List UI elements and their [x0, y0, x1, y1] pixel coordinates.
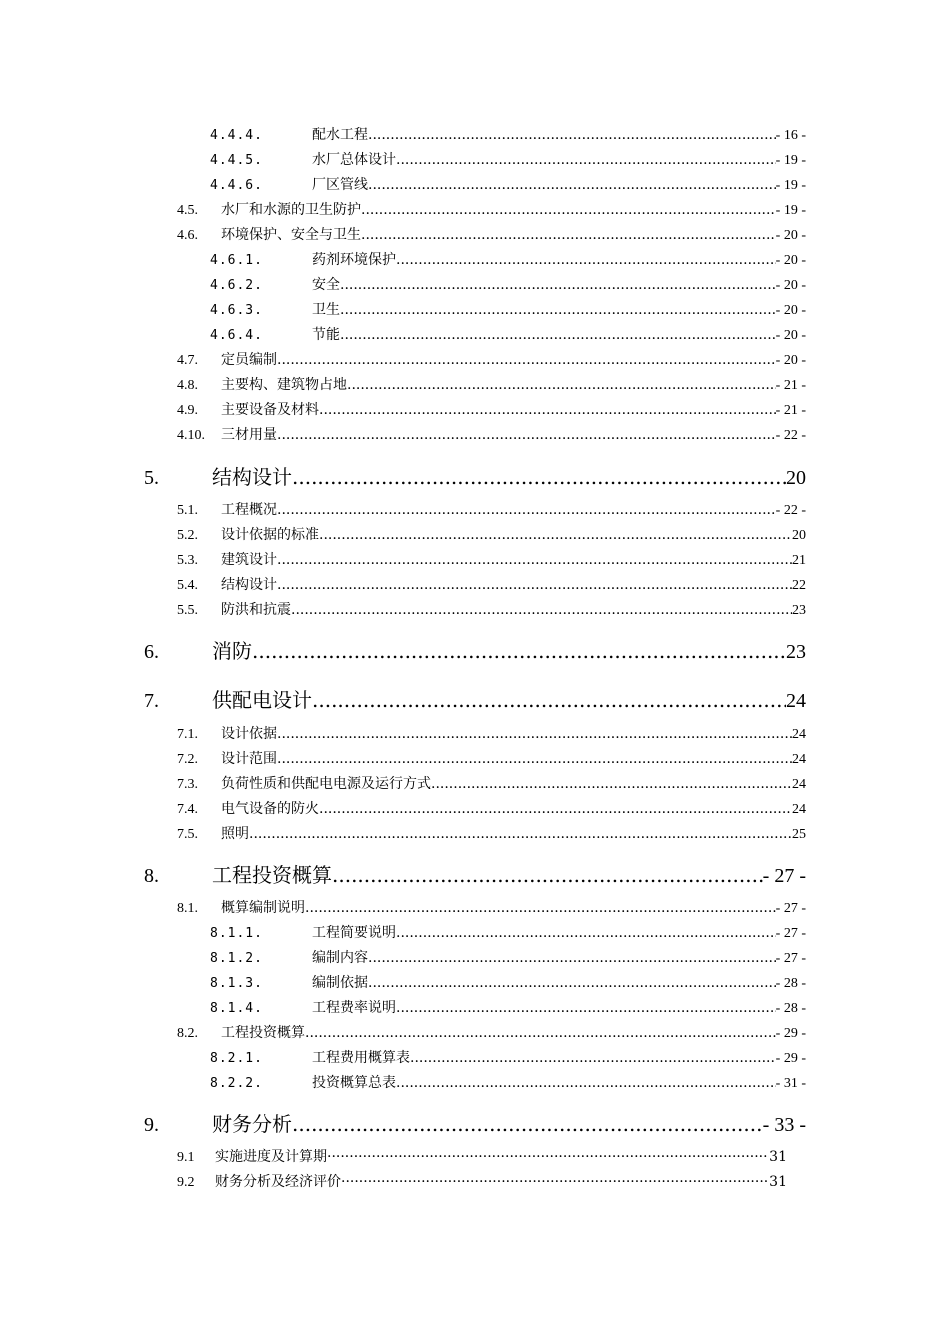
- toc-leader: [332, 863, 763, 887]
- toc-title: 工程投资概算: [212, 863, 332, 887]
- toc-entry-4-6-2[interactable]: [210, 274, 806, 299]
- toc-number: 8.2.2.: [210, 1076, 263, 1091]
- toc-title: 设计依据的标准: [221, 527, 319, 543]
- toc-entry-4-6[interactable]: [177, 224, 806, 249]
- toc-leader: [292, 1112, 763, 1136]
- toc-number: 4.6.3.: [210, 303, 263, 318]
- toc-page-number: - 27 -: [775, 901, 806, 916]
- toc-page-number: - 28 -: [775, 1001, 806, 1016]
- toc-page-number: - 29 -: [775, 1026, 806, 1041]
- toc-entry-8-2-2[interactable]: [210, 1072, 806, 1097]
- toc-page-number: - 22 -: [775, 428, 806, 443]
- toc-page-number: 24: [792, 802, 806, 817]
- toc-entry-7-2[interactable]: [177, 748, 806, 773]
- toc-entry-5-5[interactable]: [177, 599, 806, 624]
- toc-chapter-6[interactable]: [144, 635, 806, 669]
- toc-number: 8.1.3.: [210, 976, 263, 991]
- toc-page-number: - 19 -: [775, 203, 806, 218]
- toc-title: 设计范围: [221, 751, 277, 767]
- toc-number: 8.: [144, 865, 159, 887]
- toc-page-number: 24: [792, 752, 806, 767]
- toc-page-number: - 20 -: [775, 303, 806, 318]
- toc-title: 工程费用概算表: [312, 1050, 410, 1066]
- toc-number: 4.4.6.: [210, 178, 263, 193]
- toc-leader: [361, 202, 776, 218]
- toc-page-number: - 27 -: [762, 865, 806, 887]
- toc-leader: [431, 776, 792, 792]
- toc-number: 4.9.: [177, 403, 198, 418]
- toc-number: 4.4.4.: [210, 128, 263, 143]
- toc-title: 概算编制说明: [221, 900, 305, 916]
- toc-entry-5-2[interactable]: [177, 524, 806, 549]
- toc-title: 防洪和抗震: [221, 602, 291, 618]
- toc-page-number: - 31 -: [775, 1076, 806, 1091]
- toc-title: 三材用量: [221, 427, 277, 443]
- toc-chapter-8[interactable]: [144, 859, 806, 893]
- toc-page-number: - 19 -: [775, 153, 806, 168]
- toc-page-number: - 20 -: [775, 278, 806, 293]
- toc-number: 4.7.: [177, 353, 198, 368]
- toc-entry-9-1[interactable]: [177, 1146, 787, 1171]
- toc-leader: [291, 602, 792, 618]
- toc-entry-7-3[interactable]: [177, 773, 806, 798]
- toc-title: 主要构、建筑物占地: [221, 377, 347, 393]
- toc-number: 4.6.1.: [210, 253, 263, 268]
- toc-number: 5.3.: [177, 553, 198, 568]
- toc-title: 电气设备的防火: [221, 801, 319, 817]
- toc-title: 工程费率说明: [312, 1000, 396, 1016]
- toc-page-number: 24: [786, 690, 806, 712]
- toc-entry-8-2-1[interactable]: [210, 1047, 806, 1072]
- toc-title: 节能: [312, 327, 340, 343]
- toc-leader: [341, 1174, 769, 1190]
- toc-title: 投资概算总表: [312, 1075, 396, 1091]
- toc-page-number: - 27 -: [775, 926, 806, 941]
- toc-title: 工程概况: [221, 502, 277, 518]
- toc-title: 照明: [221, 826, 249, 842]
- toc-leader: [319, 527, 792, 543]
- toc-entry-4-9[interactable]: [177, 399, 806, 424]
- toc-title: 设计依据: [221, 726, 277, 742]
- toc-entry-8-1-4[interactable]: [210, 997, 806, 1022]
- toc-page-number: 31: [769, 1149, 787, 1165]
- toc-page-number: 23: [786, 641, 806, 663]
- toc-chapter-7[interactable]: [144, 684, 806, 718]
- toc-page-number: - 16 -: [775, 128, 806, 143]
- toc-page-number: 25: [792, 827, 806, 842]
- toc-page-number: - 20 -: [775, 353, 806, 368]
- toc-leader: [277, 577, 792, 593]
- toc-page-number: 22: [792, 578, 806, 593]
- toc-entry-4-6-1[interactable]: [210, 249, 806, 274]
- toc-title: 水厂和水源的卫生防护: [221, 202, 361, 218]
- toc-title: 实施进度及计算期: [215, 1149, 327, 1165]
- toc-title: 财务分析及经济评价: [215, 1174, 341, 1190]
- toc-title: 财务分析: [212, 1112, 292, 1136]
- toc-number: 4.4.5.: [210, 153, 263, 168]
- toc-leader: [396, 1000, 776, 1016]
- toc-page-number: 20: [792, 528, 806, 543]
- toc-leader: [305, 1025, 776, 1041]
- toc-number: 9.1: [177, 1150, 195, 1165]
- toc-leader: [312, 688, 786, 712]
- toc-title: 编制内容: [312, 950, 368, 966]
- toc-leader: [277, 427, 776, 443]
- toc-leader: [368, 950, 776, 966]
- toc-entry-7-4[interactable]: [177, 798, 806, 823]
- toc-leader: [277, 352, 776, 368]
- toc-leader: [396, 152, 776, 168]
- toc-title: 工程投资概算: [221, 1025, 305, 1041]
- toc-number: 4.10.: [177, 428, 205, 443]
- toc-number: 7.4.: [177, 802, 198, 817]
- toc-entry-9-2[interactable]: [177, 1171, 787, 1196]
- toc-leader: [252, 639, 786, 663]
- toc-leader: [368, 177, 776, 193]
- toc-number: 4.5.: [177, 203, 198, 218]
- toc-title: 水厂总体设计: [312, 152, 396, 168]
- toc-title: 厂区管线: [312, 177, 368, 193]
- toc-page-number: - 21 -: [775, 403, 806, 418]
- toc-page-number: 20: [786, 467, 806, 489]
- toc-leader: [340, 277, 776, 293]
- toc-entry-5-1[interactable]: [177, 499, 806, 524]
- toc-entry-4-4-4[interactable]: [210, 124, 806, 149]
- toc-number: 5.: [144, 467, 159, 489]
- toc-leader: [361, 227, 776, 243]
- toc-number: 9.: [144, 1114, 159, 1136]
- toc-leader: [277, 751, 792, 767]
- toc-title: 环境保护、安全与卫生: [221, 227, 361, 243]
- toc-number: 8.2.: [177, 1026, 198, 1041]
- toc-number: 8.1.1.: [210, 926, 263, 941]
- toc-entry-7-1[interactable]: [177, 723, 806, 748]
- toc-title: 安全: [312, 277, 340, 293]
- toc-entry-4-6-4[interactable]: [210, 324, 806, 349]
- toc-page-number: - 20 -: [775, 328, 806, 343]
- toc-number: 7.: [144, 690, 159, 712]
- toc-leader: [292, 465, 786, 489]
- toc-number: 7.3.: [177, 777, 198, 792]
- toc-page-number: 24: [792, 777, 806, 792]
- toc-title: 结构设计: [212, 465, 292, 489]
- toc-number: 8.2.1.: [210, 1051, 263, 1066]
- toc-page-number: 23: [792, 603, 806, 618]
- toc-number: 7.2.: [177, 752, 198, 767]
- toc-page-number: - 27 -: [775, 951, 806, 966]
- toc-number: 8.1.2.: [210, 951, 263, 966]
- toc-title: 配水工程: [312, 127, 368, 143]
- toc-leader: [396, 252, 776, 268]
- toc-leader: [319, 402, 776, 418]
- toc-title: 药剂环境保护: [312, 252, 396, 268]
- toc-entry-8-1-3[interactable]: [210, 972, 806, 997]
- toc-number: 7.5.: [177, 827, 198, 842]
- toc-title: 主要设备及材料: [221, 402, 319, 418]
- toc-entry-8-1-1[interactable]: [210, 922, 806, 947]
- toc-title: 工程简要说明: [312, 925, 396, 941]
- toc-page-number: - 19 -: [775, 178, 806, 193]
- toc-leader: [340, 302, 776, 318]
- toc-entry-4-8[interactable]: [177, 374, 806, 399]
- toc-entry-5-4[interactable]: [177, 574, 806, 599]
- toc-page-number: - 29 -: [775, 1051, 806, 1066]
- toc-number: 4.6.4.: [210, 328, 263, 343]
- toc-entry-5-3[interactable]: [177, 549, 806, 574]
- toc-number: 6.: [144, 641, 159, 663]
- toc-page-number: 21: [792, 553, 806, 568]
- toc-number: 4.6.2.: [210, 278, 263, 293]
- toc-title: 消防: [212, 639, 252, 663]
- toc-leader: [410, 1050, 776, 1066]
- toc-leader: [277, 726, 792, 742]
- toc-title: 负荷性质和供配电电源及运行方式: [221, 776, 431, 792]
- toc-number: 8.1.: [177, 901, 198, 916]
- toc-number: 8.1.4.: [210, 1001, 263, 1016]
- toc-number: 5.1.: [177, 503, 198, 518]
- toc-entry-4-6-3[interactable]: [210, 299, 806, 324]
- toc-leader: [368, 127, 776, 143]
- toc-number: 4.8.: [177, 378, 198, 393]
- toc-number: 5.2.: [177, 528, 198, 543]
- toc-leader: [277, 502, 776, 518]
- toc-chapter-9[interactable]: [144, 1108, 806, 1142]
- toc-entry-4-4-6[interactable]: [210, 174, 806, 199]
- toc-page-number: - 28 -: [775, 976, 806, 991]
- toc-page-number: - 20 -: [775, 253, 806, 268]
- toc-page-number: 24: [792, 727, 806, 742]
- toc-page-number: - 33 -: [762, 1114, 806, 1136]
- toc-title: 供配电设计: [212, 688, 312, 712]
- toc-chapter-5[interactable]: [144, 461, 806, 495]
- toc-entry-8-1[interactable]: [177, 897, 806, 922]
- toc-page-number: 31: [769, 1174, 787, 1190]
- toc-leader: [368, 975, 776, 991]
- toc-number: 4.6.: [177, 228, 198, 243]
- toc-number: 9.2: [177, 1175, 195, 1190]
- toc-leader: [305, 900, 776, 916]
- toc-title: 定员编制: [221, 352, 277, 368]
- toc-leader: [319, 801, 792, 817]
- toc-entry-4-10[interactable]: [177, 424, 806, 449]
- toc-title: 结构设计: [221, 577, 277, 593]
- toc-entry-7-5[interactable]: [177, 823, 806, 848]
- toc-leader: [340, 327, 776, 343]
- toc-page-number: - 20 -: [775, 228, 806, 243]
- toc-page-number: - 21 -: [775, 378, 806, 393]
- toc-leader: [327, 1149, 769, 1165]
- toc-entry-4-7[interactable]: [177, 349, 806, 374]
- toc-leader: [396, 925, 776, 941]
- toc-entry-4-4-5[interactable]: [210, 149, 806, 174]
- toc-number: 5.4.: [177, 578, 198, 593]
- toc-title: 建筑设计: [221, 552, 277, 568]
- toc-leader: [396, 1075, 776, 1091]
- toc-number: 5.5.: [177, 603, 198, 618]
- toc-entry-8-1-2[interactable]: [210, 947, 806, 972]
- toc-entry-4-5[interactable]: [177, 199, 806, 224]
- toc-leader: [249, 826, 792, 842]
- toc-leader: [277, 552, 792, 568]
- toc-page-number: - 22 -: [775, 503, 806, 518]
- toc-leader: [347, 377, 776, 393]
- toc-entry-8-2[interactable]: [177, 1022, 806, 1047]
- toc-title: 编制依据: [312, 975, 368, 991]
- toc-number: 7.1.: [177, 727, 198, 742]
- toc-title: 卫生: [312, 302, 340, 318]
